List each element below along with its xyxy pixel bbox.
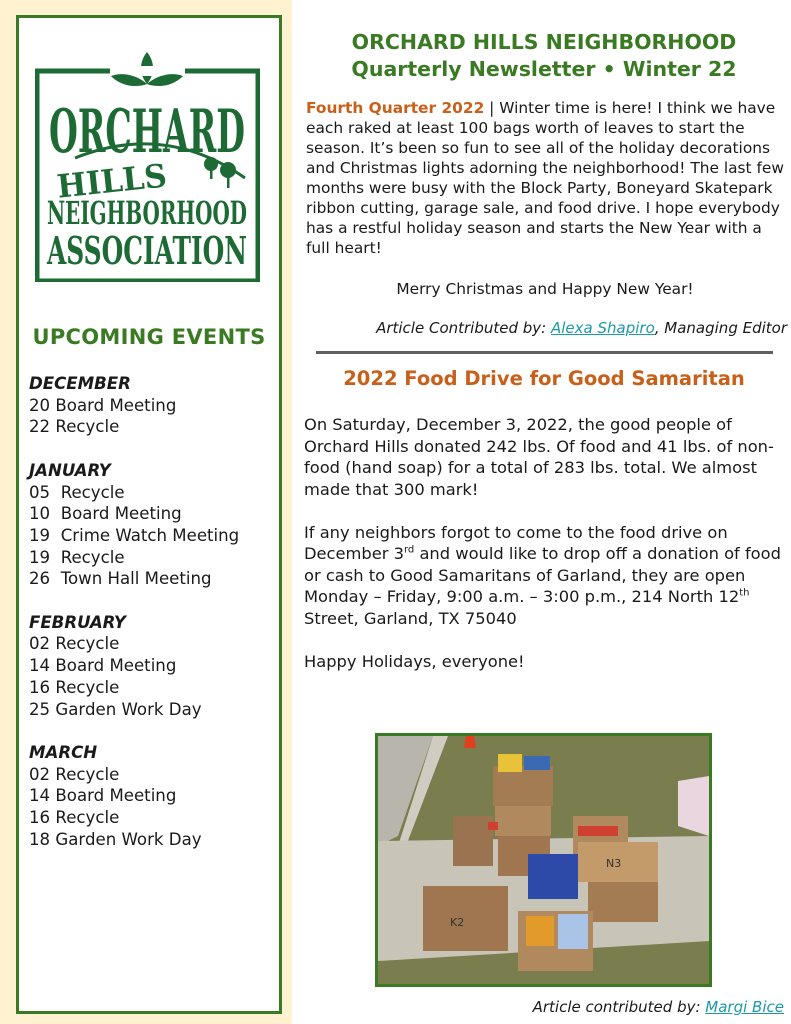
- text-segment: and would like to drop off a donation of food or cash to Good Samaritans of Garland, they are open Monday – Friday, 9:00 a.m. – 3:00 p.m., 214 North 12: [304, 544, 781, 606]
- event-item: [29, 416, 274, 438]
- author-link-margi-bice[interactable]: Margi Bice: [705, 998, 784, 1016]
- event-item: [29, 568, 274, 590]
- article-paragraph: On Saturday, December 3, 2022, the good people of Orchard Hills donated 242 lbs. Of food and 41 lbs. of non-food (hand soap) for a total of 283 lbs. total. We almost made that 300 mark!: [304, 415, 774, 499]
- event-item: [29, 503, 274, 525]
- event-item: [29, 655, 274, 677]
- article-paragraph: Happy Holidays, everyone!: [304, 651, 525, 671]
- event-label: Recycle: [55, 764, 120, 784]
- event-day: 02: [29, 764, 51, 784]
- event-label: Recycle: [55, 808, 120, 828]
- association-logo: [35, 52, 260, 282]
- event-label: Recycle: [60, 482, 125, 502]
- event-label: Town Hall Meeting: [60, 569, 212, 589]
- event-day: 05: [29, 482, 51, 502]
- event-item: [29, 807, 274, 829]
- article-paragraph: [304, 522, 788, 630]
- event-item: [29, 547, 274, 569]
- logo-text-neighborhood: NEIGHBORHOOD: [47, 194, 247, 232]
- event-day: 16: [29, 677, 51, 697]
- author-link-alexa-shapiro[interactable]: Alexa Shapiro: [551, 319, 655, 337]
- event-label: Recycle: [55, 634, 120, 654]
- month-heading: FEBRUARY: [29, 612, 126, 632]
- event-day: 19: [29, 525, 51, 545]
- text-segment: If any neighbors forgot to come to the food drive on December 3: [304, 522, 728, 563]
- month-block-march: [29, 742, 274, 851]
- month-heading: DECEMBER: [29, 374, 131, 393]
- event-day: 02: [29, 634, 51, 654]
- sidebar-panel: [16, 15, 282, 1014]
- upcoming-events-title: UPCOMING EVENTS: [32, 325, 266, 349]
- article-body: [304, 414, 788, 694]
- event-label: Crime Watch Meeting: [60, 525, 240, 545]
- superscript: th: [739, 587, 750, 599]
- events-list: [29, 373, 274, 872]
- masthead-title: ORCHARD HILLS NEIGHBORHOOD: [351, 30, 737, 54]
- superscript: rd: [403, 544, 415, 556]
- event-label: Recycle: [60, 547, 125, 567]
- event-day: 20: [29, 395, 51, 415]
- event-day: 26: [29, 569, 51, 589]
- intro-lead: Fourth Quarter 2022: [306, 99, 485, 117]
- logo-text-hills: HILLS: [55, 156, 172, 206]
- holiday-greeting: Merry Christmas and Happy New Year!: [396, 280, 694, 298]
- event-item: [29, 395, 274, 417]
- event-label: Recycle: [55, 677, 120, 697]
- article-byline: [533, 998, 784, 1016]
- event-label: Garden Work Day: [55, 829, 202, 849]
- event-item: [29, 525, 274, 547]
- event-day: 22: [29, 417, 51, 437]
- article-title: 2022 Food Drive for Good Samaritan: [343, 367, 745, 390]
- event-label: Garden Work Day: [55, 699, 202, 719]
- event-label: Recycle: [55, 417, 120, 437]
- intro-body: Winter time is here! I think we have each raked at least 100 bags worth of leaves to start the season. It’s been so fun to see all of the holiday decorations and Christmas lights adorning the neighborhood! The last few months were busy with the Block Party, Boneyard Skatepark ribbon cutting, garage sale, and food drive. I hope everybody has a restful holiday season and starts the New Year with a full heart!: [306, 99, 784, 257]
- masthead: [304, 29, 784, 83]
- event-item: [29, 699, 274, 721]
- event-day: 19: [29, 547, 51, 567]
- intro-paragraph: [306, 98, 784, 258]
- intro-separator: |: [484, 99, 500, 117]
- logo-text-orchard: ORCHARD: [49, 97, 245, 167]
- event-item: [29, 764, 274, 786]
- event-day: 16: [29, 808, 51, 828]
- byline-suffix: , Managing Editor: [654, 319, 787, 337]
- event-label: Board Meeting: [55, 786, 177, 806]
- month-heading: MARCH: [29, 742, 98, 762]
- event-day: 14: [29, 656, 51, 676]
- month-block-december: [29, 373, 274, 438]
- event-label: Board Meeting: [60, 504, 182, 524]
- intro-byline: [376, 319, 787, 337]
- logo-text-association: ASSOCIATION: [46, 228, 247, 273]
- section-divider: [316, 351, 773, 354]
- text-segment: Street, Garland, TX 75040: [304, 608, 517, 628]
- event-day: 18: [29, 829, 51, 849]
- month-block-february: [29, 612, 274, 721]
- event-day: 10: [29, 504, 51, 524]
- box-label: K2: [450, 916, 465, 929]
- food-drive-photo-illustration: [378, 736, 709, 984]
- event-item: [29, 785, 274, 807]
- masthead-subtitle: Quarterly Newsletter • Winter 22: [351, 57, 737, 81]
- event-item: [29, 633, 274, 655]
- byline-prefix: Article contributed by:: [532, 998, 706, 1016]
- event-day: 14: [29, 786, 51, 806]
- event-item: [29, 677, 274, 699]
- event-item: [29, 482, 274, 504]
- month-heading: JANUARY: [29, 460, 111, 480]
- box-label: N3: [606, 857, 622, 870]
- byline-prefix: Article Contributed by:: [376, 319, 551, 337]
- event-label: Board Meeting: [55, 395, 177, 415]
- event-day: 25: [29, 699, 51, 719]
- sidebar: [0, 0, 292, 1024]
- month-block-january: [29, 460, 274, 590]
- event-label: Board Meeting: [55, 656, 177, 676]
- event-item: [29, 829, 274, 851]
- food-drive-photo: [375, 733, 712, 987]
